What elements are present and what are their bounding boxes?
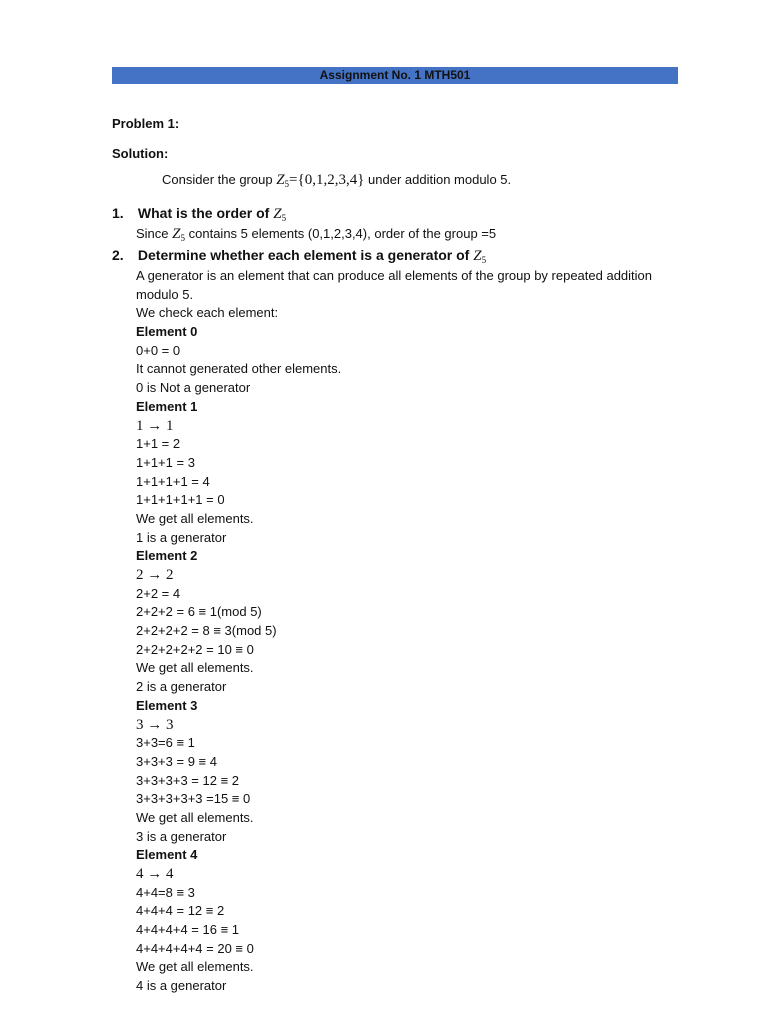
mapping-line: 2 → 2 (136, 567, 174, 583)
list-item: 2 is a generator (136, 679, 227, 695)
list-item: We get all elements. (136, 809, 254, 825)
element-heading: Element 3 (136, 697, 198, 713)
list-item: 2+2+2+2+2 = 10 ≡ 0 (136, 641, 254, 657)
question-2-text: Determine whether each element is a generator of (137, 247, 470, 263)
list-item: 3+3+3+3 = 12 ≡ 2 (136, 772, 240, 788)
assignment-title: Assignment No. 1 MTH501 (319, 68, 471, 82)
question-2-number: 2. (112, 247, 124, 263)
list-item: 3+3+3+3+3 =15 ≡ 0 (136, 791, 251, 807)
question-1-text: What is the order of (137, 205, 270, 221)
list-item: 1+1+1+1 = 4 (136, 473, 210, 489)
mapping-line: 4 → 4 (136, 866, 174, 882)
list-item: 3+3+3 = 9 ≡ 4 (136, 753, 217, 769)
list-item: 3 is a generator (136, 828, 227, 844)
list-item: 1+1+1+1+1 = 0 (136, 492, 225, 508)
generator-analysis-list (136, 267, 696, 996)
element-heading: Element 4 (136, 847, 198, 863)
answer-1-suffix: contains 5 elements (0,1,2,3,4), order of the group =5 (188, 226, 497, 241)
element-heading: Element 0 (136, 324, 198, 340)
list-item: 3+3=6 ≡ 1 (136, 735, 195, 751)
question-2-math-var: Z (473, 248, 482, 264)
list-item: 4+4+4+4+4 = 20 ≡ 0 (136, 940, 254, 956)
question-1-answer (136, 226, 496, 243)
question-2 (112, 247, 486, 265)
mapping-line: 1 → 1 (136, 417, 174, 434)
list-item: 4 is a generator (136, 978, 227, 994)
list-item: 2+2+2 = 6 ≡ 1(mod 5) (136, 604, 262, 620)
list-item: 1+1 = 2 (136, 436, 181, 452)
list-item: We get all elements. (136, 660, 254, 676)
question-1-number: 1. (112, 205, 124, 221)
answer-1-prefix: Since (136, 226, 169, 241)
list-item: A generator is an element that can produce all elements of the group by repeated addition (136, 268, 653, 283)
list-item: 2+2 = 4 (136, 585, 181, 601)
list-item: 0+0 = 0 (136, 342, 181, 358)
answer-1-math-var: Z (172, 226, 181, 242)
question-1-math-var: Z (273, 206, 282, 222)
list-item: We get all elements. (136, 959, 254, 975)
element-heading: Element 2 (136, 548, 198, 564)
list-item: 4+4+4+4 = 16 ≡ 1 (136, 922, 240, 938)
question-2-math-sub: 5 (481, 255, 487, 265)
answer-1-math-sub: 5 (180, 233, 185, 243)
list-item: 0 is Not a generator (136, 380, 251, 396)
list-item: 4+4=8 ≡ 3 (136, 884, 195, 900)
list-item: 4+4+4 = 12 ≡ 2 (136, 903, 225, 919)
list-item: It cannot generated other elements. (136, 361, 342, 377)
solution-label: Solution: (112, 146, 169, 161)
mapping-line: 3 → 3 (136, 716, 174, 733)
intro-sentence (162, 172, 511, 189)
list-item: modulo 5. (136, 286, 194, 302)
question-1 (112, 205, 286, 223)
intro-prefix: Consider the group (162, 172, 273, 187)
list-item: 2+2+2+2 = 8 ≡ 3(mod 5) (136, 623, 277, 639)
element-heading: Element 1 (136, 398, 198, 414)
intro-math-set: ={0,1,2,3,4} (289, 172, 365, 188)
intro-suffix: under addition modulo 5. (368, 172, 512, 187)
intro-math-sub: 5 (284, 179, 290, 189)
assignment-title-bar (112, 67, 678, 84)
list-item: 1 is a generator (136, 529, 227, 545)
problem-label: Problem 1: (112, 116, 180, 131)
list-item: We check each element: (136, 305, 279, 321)
question-1-math-sub: 5 (281, 213, 287, 223)
list-item: 1+1+1 = 3 (136, 454, 195, 470)
list-item: We get all elements. (136, 510, 254, 526)
intro-math-var: Z (276, 172, 285, 188)
